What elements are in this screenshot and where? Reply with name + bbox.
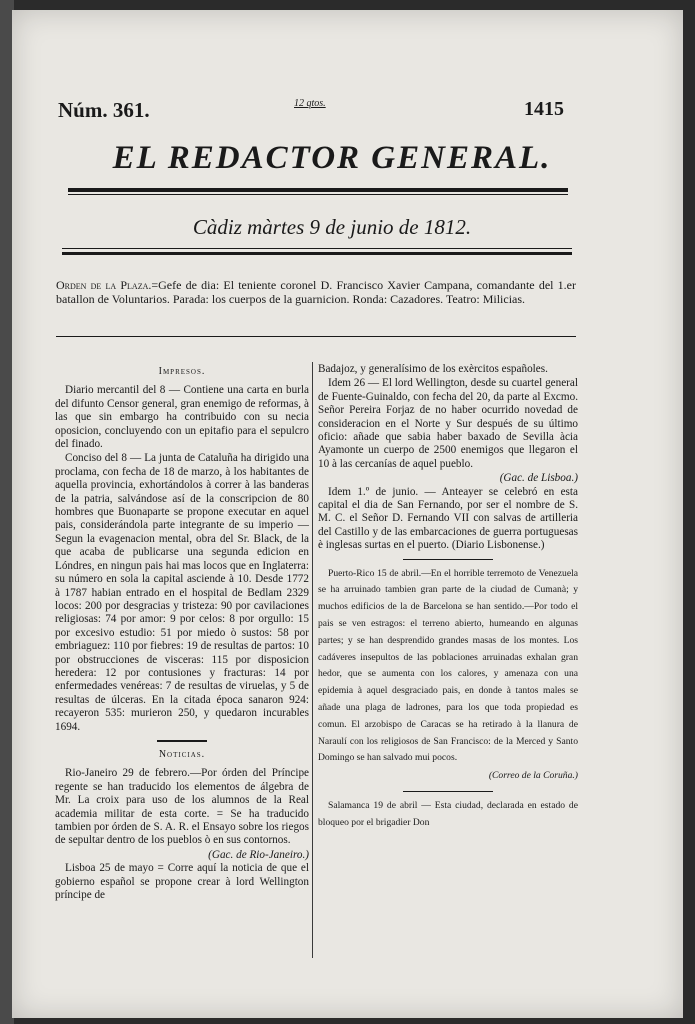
date-rule-thick	[62, 252, 572, 255]
heading-impresos: Impresos.	[158, 366, 206, 377]
badajoz-paragraph: Badajoz, y generalísimo de los exèrcitos españoles.	[318, 363, 548, 375]
section-rule	[56, 336, 576, 337]
orden-de-la-plaza	[56, 278, 576, 306]
date-rule-thin	[62, 248, 572, 249]
column-separator	[312, 362, 313, 958]
right-column	[318, 363, 578, 833]
issue-number: Núm. 361.	[58, 98, 150, 122]
salamanca-paragraph: Salamanca 19 de abril — Esta ciudad, declarada en estado de bloqueo por el brigadier Don	[318, 800, 578, 828]
conciso-paragraph: Conciso del 8 — La junta de Cataluña ha dirigido una proclama, con fecha de 18 de marzo, à los habitantes de aquella provincia, exhortándolos à correr à las banderas de la patria, salvándose así de la conscripcion de 80 hombres que Buonaparte se propone executar en aquel pais, considerándola parte integrante de su imperio — Segun la evagenacion mental, obra del Sr. Black, de la que acaba de publicarse una segunda edicion en Lóndres, en ningun pais hai mas locos que en Inglaterra: su número en sola la capital asciende à 10. Desde 1772 à 1787 habian entrado en el hospital de Bedlam 2329 locos: 200 por desgracias y tristeza: 90 por cavilaciones religiosas: 74 por amor: 9 por celos: 8 por orgullo: 15 por excesivo estudio: 51 por miedo ò sustos: 58 por embriaguez: 110 por fiebres: 19 de resultas de partos: 10 por obstrucciones de visceras: 115 por disposicion heredera: 12 por contusiones y fracturas: 14 por enfermedades venéreas: 7 de resultas de viruelas, y 5 de resultas de úlceras. En la citada época sanaron 924: recayeron 535: murieron 250, y quedaron incurables 1694.	[55, 452, 309, 733]
source-correo-coruna: (Correo de la Coruña.)	[488, 770, 578, 782]
idem-junio-paragraph: Idem 1.º de junio. — Anteayer se celebró en esta capital el dia de San Fernando, por ser el nombre de S. M. C. el Señor D. Fernando VII con salvas de artilleria del Castillo y de las embarcaciones de guerra portuguesas è inglesas surtas en el puerto. (Diario Lisbonense.)	[318, 485, 578, 552]
orden-text: =Gefe de dia: El teniente coronel D. Francisco Xavier Campana, comandante del 1.er batallon de Voluntarios. Parada: los cuerpos de la guarnicion. Ronda: Cazadores. Teatro: Milicias.	[56, 278, 576, 306]
diario-mercantil-paragraph: Diario mercantil del 8 — Contiene una carta en burla del difunto Censor general, gran enemigo de reformas, à las que sin embargo ha contribuido con su necia oposicion, concluyendo con un epitafio para el sepulcro del finado.	[55, 384, 309, 451]
page-number: 1415	[524, 98, 564, 120]
title-rule-thin	[68, 194, 568, 195]
puerto-rico-paragraph: Puerto-Rico 15 de abril.—En el horrible terremoto de Venezuela se ha arruinado tambien gran parte de la ciudad de Cumanà; y muchos edificios de la de Barcelona se han sentido.—Por todo el pais se ven estragos: el terreno abierto, humeando en algunas partes; y se han desprendido grandes masas de los montes. Los cadáveres insepultos de las poblaciones arruinadas exhalan gran hedor, que se aumenta con los calores, y amenaza con una epidemia à aquel desgraciado pais, en donde à tantos males se añade una plaga de ladrones, para los que toda propiedad es comun. El arzobispo de Caracas se ha retirado à la llanura de Naraulí con los religiosos de San Francisco: de la Merced y Santo Domingo se han salvado mui pocos.	[318, 567, 578, 764]
heading-noticias: Noticias.	[158, 748, 206, 760]
divider	[157, 740, 207, 742]
idem-26-paragraph: Idem 26 — El lord Wellington, desde su cuartel general de Fuente-Guinaldo, con fecha del 20, da parte al Excmo. Señor Pereira Forjaz de no haber ocurrido novedad de consideracion en el Norte y Sur después de su último oficio: añade que sabia haber baxado de Sevilla àcia Ayamonte un cuerpo de 2500 enemigos que llegaron el 10 à las cercanías de aquel pueblo.	[318, 377, 578, 470]
lisboa-paragraph: Lisboa 25 de mayo = Corre aquí la noticia de que el gobierno español se propone crear à lord Wellington príncipe de	[55, 862, 309, 902]
price-note: 12 qtos.	[294, 98, 326, 109]
newspaper-page	[12, 10, 683, 1018]
issue-date: Càdiz màrtes 9 de junio de 1812.	[192, 215, 472, 239]
rio-janeiro-paragraph: Rio-Janeiro 29 de febrero.—Por órden del Príncipe regente se han traducido los elementos de álgebra de Mr. La croix para uso de los alumnos de la Real academia militar de esta corte. = Se ha traducido tambien por órden de S. A. R. el Ensayo sobre los riegos de sepultar dentro de los pueblos ò en sus contornos.	[55, 767, 309, 847]
short-rule-2	[403, 791, 493, 792]
source-gac-lisboa: (Gac. de Lisboa.)	[499, 472, 578, 485]
newspaper-title: EL REDACTOR GENERAL.	[112, 140, 552, 176]
short-rule	[403, 559, 493, 560]
title-rule-top	[68, 188, 568, 192]
orden-lead: Orden de la Plaza.	[56, 278, 152, 292]
left-column	[55, 365, 309, 903]
source-rio-janeiro: (Gac. de Rio-Janeiro.)	[208, 848, 309, 861]
